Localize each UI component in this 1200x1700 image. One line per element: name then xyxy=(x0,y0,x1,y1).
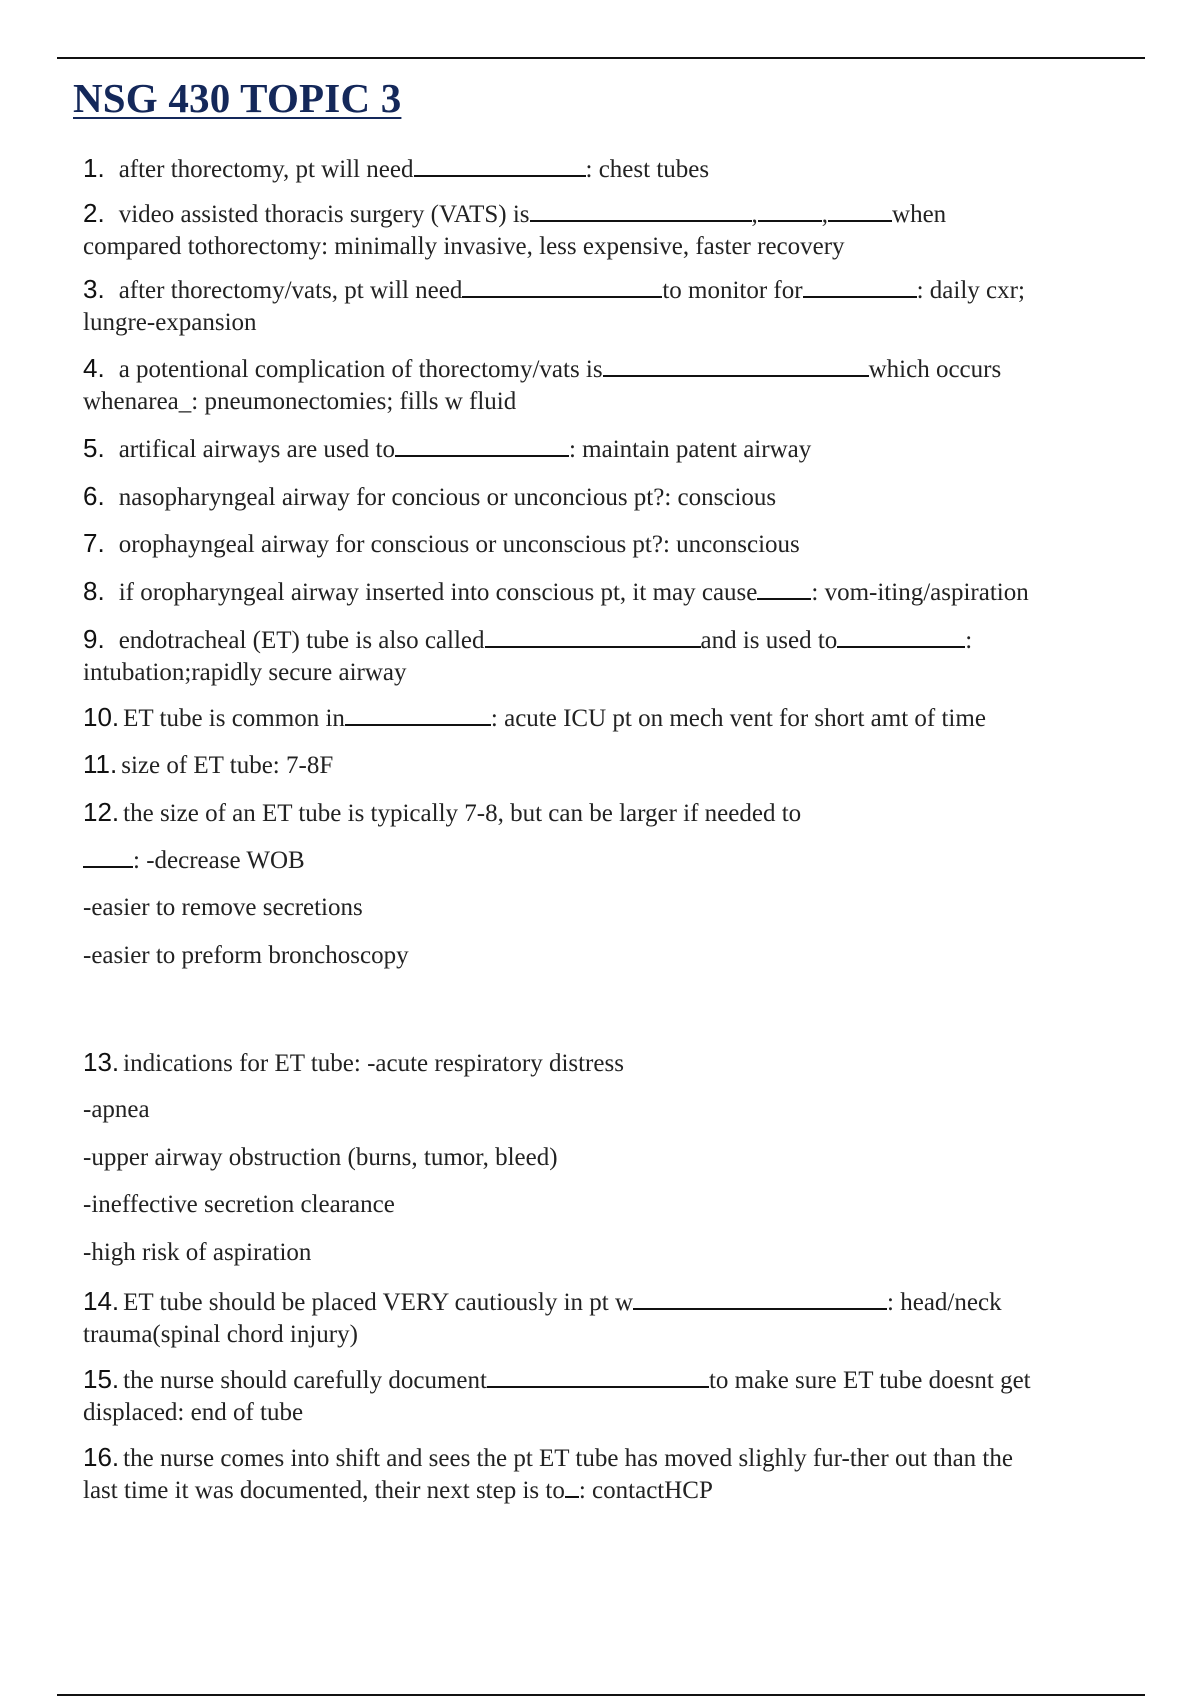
question-text: indications for ET tube: -acute respiratory distress xyxy=(123,1050,624,1077)
question-16 xyxy=(83,1441,1155,1507)
question-number: 2. xyxy=(83,198,105,228)
question-10 xyxy=(83,701,1155,735)
answer-text: displaced: end of tube xyxy=(83,1399,304,1426)
top-rule xyxy=(57,57,1145,59)
question-text: when xyxy=(892,201,947,228)
answer-text: trauma(spinal chord injury) xyxy=(83,1321,358,1348)
answer-blank xyxy=(487,1366,709,1388)
separator: , xyxy=(751,201,758,228)
answer-blank xyxy=(837,626,965,648)
question-number: 6. xyxy=(83,481,105,511)
question-text: the nurse comes into shift and sees the pt ET tube has moved slighly fur-ther out than the xyxy=(123,1445,1013,1472)
question-2 xyxy=(83,197,1155,263)
question-5 xyxy=(83,432,1155,466)
question-text: size of ET tube: 7-8F xyxy=(121,752,334,779)
answer-text: : acute ICU pt on mech vent for short amt of time xyxy=(490,705,986,732)
answer-blank xyxy=(603,355,869,377)
answer-text: : contactHCP xyxy=(578,1477,713,1504)
answer-text: : head/neck xyxy=(887,1289,1002,1316)
question-3 xyxy=(83,273,1155,339)
question-text: orophayngeal airway for conscious or unconscious pt?: unconscious xyxy=(118,531,800,558)
question-12-line: -easier to preform bronchoscopy xyxy=(83,942,409,969)
question-text: the nurse should carefully document xyxy=(123,1367,487,1394)
question-number: 9. xyxy=(83,624,105,654)
answer-text: compared tothorectomy: minimally invasive, less expensive, faster recovery xyxy=(83,233,845,260)
question-4 xyxy=(83,352,1155,418)
question-number: 4. xyxy=(83,353,105,383)
question-text: after thorectomy/vats, pt will need xyxy=(118,277,463,304)
question-12-line: -easier to remove secretions xyxy=(83,894,363,921)
answer-blank xyxy=(757,578,811,600)
question-text: video assisted thoracis surgery (VATS) is xyxy=(118,201,530,228)
answer-blank xyxy=(414,155,586,177)
question-13-line: -apnea xyxy=(83,1096,150,1123)
question-text: and is used to xyxy=(700,627,838,654)
question-text: nasopharyngeal airway for concious or unconcious pt?: conscious xyxy=(118,484,777,511)
answer-blank xyxy=(565,1476,579,1498)
question-number: 15. xyxy=(83,1364,120,1394)
question-1 xyxy=(83,152,1155,186)
question-number: 16. xyxy=(83,1442,120,1472)
answer-blank xyxy=(758,200,822,222)
question-14 xyxy=(83,1285,1155,1351)
question-text: ET tube should be placed VERY cautiously in pt w xyxy=(123,1289,634,1316)
question-number: 7. xyxy=(83,528,105,558)
question-number: 1. xyxy=(83,153,105,183)
question-text: which occurs xyxy=(868,356,1002,383)
answer-text: : daily cxr; xyxy=(916,277,1025,304)
answer-blank xyxy=(633,1288,887,1310)
answer-text: : chest tubes xyxy=(585,156,710,183)
answer-blank xyxy=(828,200,892,222)
question-15 xyxy=(83,1363,1155,1429)
answer-blank xyxy=(462,276,662,298)
question-number: 12. xyxy=(83,797,120,827)
question-number: 8. xyxy=(83,576,105,606)
question-7 xyxy=(83,527,1155,561)
answer-blank xyxy=(530,200,752,222)
answer-blank xyxy=(345,704,491,726)
question-13-line: -high risk of aspiration xyxy=(83,1239,312,1266)
bottom-rule xyxy=(57,1694,1145,1696)
answer-blank xyxy=(485,626,701,648)
question-text: a potentional complication of thorectomy/vats is xyxy=(118,356,603,383)
separator: , xyxy=(821,201,829,228)
answer-text: lungre-expansion xyxy=(83,309,257,336)
answer-blank xyxy=(83,846,133,868)
question-text: if oropharyngeal airway inserted into conscious pt, it may cause xyxy=(118,579,758,606)
question-13-line: -ineffective secretion clearance xyxy=(83,1191,395,1218)
answer-blank xyxy=(395,435,569,457)
answer-text: whenarea_: pneumonectomies; fills w fluid xyxy=(83,388,517,415)
question-number: 10. xyxy=(83,702,120,732)
question-13 xyxy=(83,1046,1155,1080)
question-text: after thorectomy, pt will need xyxy=(118,156,414,183)
answer-text: : vom-iting/aspiration xyxy=(811,579,1029,606)
question-6 xyxy=(83,480,1155,514)
question-number: 13. xyxy=(83,1047,120,1077)
question-12 xyxy=(83,796,1155,830)
question-11 xyxy=(83,748,1155,782)
question-text: to monitor for xyxy=(662,277,803,304)
question-text: artifical airways are used to xyxy=(118,436,395,463)
question-number: 5. xyxy=(83,433,105,463)
question-text: endotracheal (ET) tube is also called xyxy=(118,627,485,654)
question-9 xyxy=(83,623,1155,689)
question-number: 3. xyxy=(83,274,105,304)
question-8 xyxy=(83,575,1155,609)
document-title: NSG 430 TOPIC 3 xyxy=(73,75,402,121)
answer-text: : -decrease WOB xyxy=(133,847,305,874)
answer-text: : xyxy=(965,627,973,654)
question-13-line: -upper airway obstruction (burns, tumor, bleed) xyxy=(83,1144,558,1171)
answer-blank xyxy=(803,276,917,298)
answer-text: : maintain patent airway xyxy=(568,436,812,463)
question-text: the size of an ET tube is typically 7-8, but can be larger if needed to xyxy=(123,800,802,827)
question-number: 14. xyxy=(83,1286,120,1316)
answer-text: intubation;rapidly secure airway xyxy=(83,659,407,686)
question-number: 11. xyxy=(83,749,118,779)
question-12-line xyxy=(83,845,305,877)
question-text: last time it was documented, their next step is to xyxy=(83,1477,565,1504)
question-text: ET tube is common in xyxy=(123,705,345,732)
question-text: to make sure ET tube doesnt get xyxy=(708,1367,1031,1394)
